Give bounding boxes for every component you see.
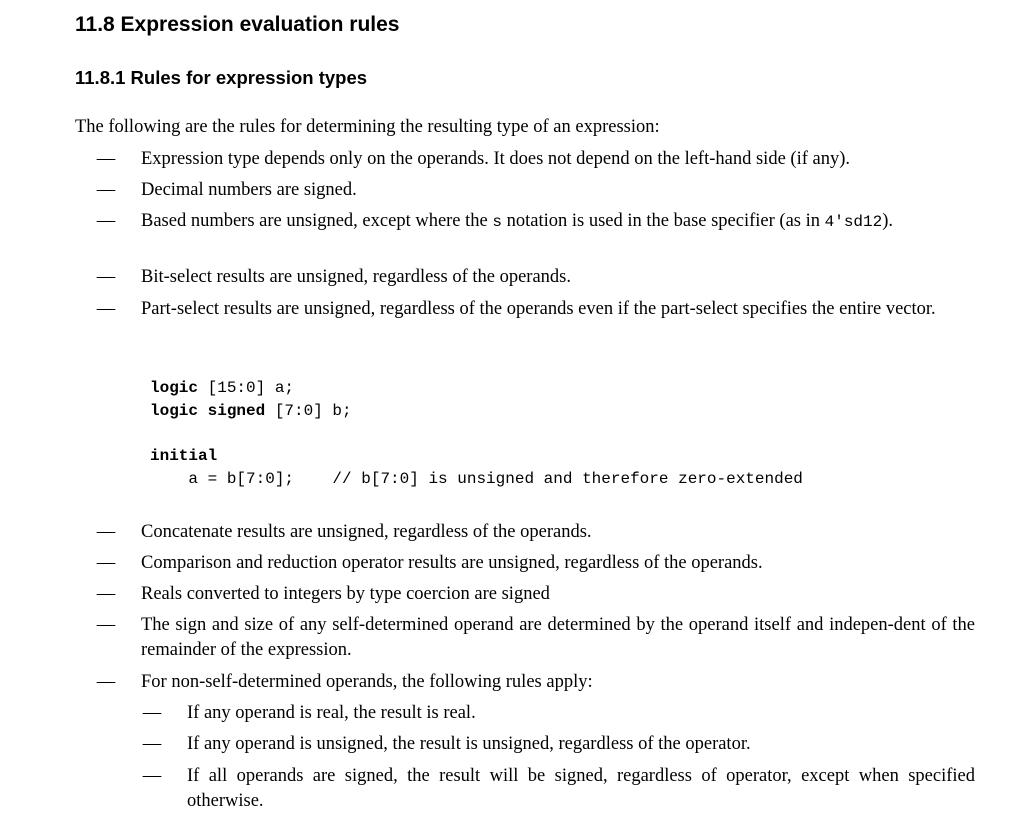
- rule-item: [75, 297, 975, 322]
- intro-paragraph: The following are the rules for determining the resulting type of an expression:: [75, 117, 660, 137]
- code-line: [150, 400, 803, 423]
- rule-text-part: ).: [882, 211, 894, 231]
- rule-text: Part-select results are unsigned, regardless of the operands even if the part-select specifies the entire vector.: [141, 299, 936, 319]
- rule-text-part: Based numbers are unsigned, except where the: [141, 211, 493, 231]
- bullet-dash: —: [96, 299, 116, 319]
- bullet-dash: —: [96, 267, 116, 287]
- rule-text: The sign and size of any self-determined operand are determined by the operand itself and indepen-dent of the remainder of the expression.: [141, 615, 975, 660]
- sub-rule-item: [75, 732, 975, 757]
- sub-rule-item: [75, 764, 975, 814]
- rule-text: Reals converted to integers by type coercion are signed: [141, 584, 550, 604]
- bullet-dash: —: [96, 672, 116, 692]
- bullet-dash: —: [96, 180, 116, 200]
- sub-rule-text: If any operand is unsigned, the result is unsigned, regardless of the operator.: [187, 734, 751, 754]
- rule-item: [75, 582, 975, 607]
- code-line: [150, 377, 803, 400]
- bullet-dash: —: [96, 522, 116, 542]
- bullet-dash: —: [142, 766, 162, 786]
- bullet-dash: —: [96, 211, 116, 231]
- inline-code: 4'sd12: [824, 213, 883, 231]
- rule-text: Decimal numbers are signed.: [141, 180, 357, 200]
- rule-text: [141, 209, 975, 235]
- rule-item: [75, 520, 975, 545]
- rule-text-part: notation is used in the base specifier (as in: [501, 211, 825, 231]
- rule-item: [75, 670, 975, 695]
- subsection-heading: 11.8.1 Rules for expression types: [75, 67, 368, 88]
- code-keyword: logic signed: [150, 401, 266, 420]
- bullet-dash: —: [142, 734, 162, 754]
- rule-text: For non-self-determined operands, the following rules apply:: [141, 672, 593, 692]
- code-keyword: initial: [150, 447, 218, 465]
- bullet-dash: —: [96, 553, 116, 573]
- rule-text: Expression type depends only on the operands. It does not depend on the left-hand side (if any).: [141, 149, 850, 169]
- rule-item: [75, 178, 975, 203]
- code-blank-line: [150, 422, 803, 445]
- rule-text: Concatenate results are unsigned, regardless of the operands.: [141, 522, 592, 542]
- code-text: [15:0] a;: [198, 379, 295, 397]
- code-text: [7:0] b;: [265, 401, 352, 420]
- rule-item: [75, 265, 975, 290]
- bullet-dash: —: [96, 149, 116, 169]
- bullet-dash: —: [142, 703, 162, 723]
- code-line: [150, 445, 803, 468]
- sub-rule-text: If any operand is real, the result is real.: [187, 703, 476, 723]
- rule-item: [75, 147, 975, 172]
- rule-item: [75, 613, 975, 663]
- bullet-dash: —: [96, 584, 116, 604]
- rule-item: [75, 551, 975, 576]
- sub-rule-item: [75, 701, 975, 726]
- bullet-dash: —: [96, 615, 116, 635]
- inline-code: s: [492, 213, 502, 231]
- rule-text: Comparison and reduction operator results are unsigned, regardless of the operands.: [141, 553, 763, 573]
- rule-text: Bit-select results are unsigned, regardless of the operands.: [141, 267, 571, 287]
- rule-item: [75, 209, 975, 235]
- section-heading: 11.8 Expression evaluation rules: [75, 13, 400, 36]
- code-line: a = b[7:0]; // b[7:0] is unsigned and therefore zero-extended: [150, 469, 803, 488]
- sub-rule-text: If all operands are signed, the result will be signed, regardless of operator, except when specified otherwise.: [187, 766, 975, 811]
- code-example: [150, 377, 803, 490]
- code-keyword: logic: [150, 379, 199, 397]
